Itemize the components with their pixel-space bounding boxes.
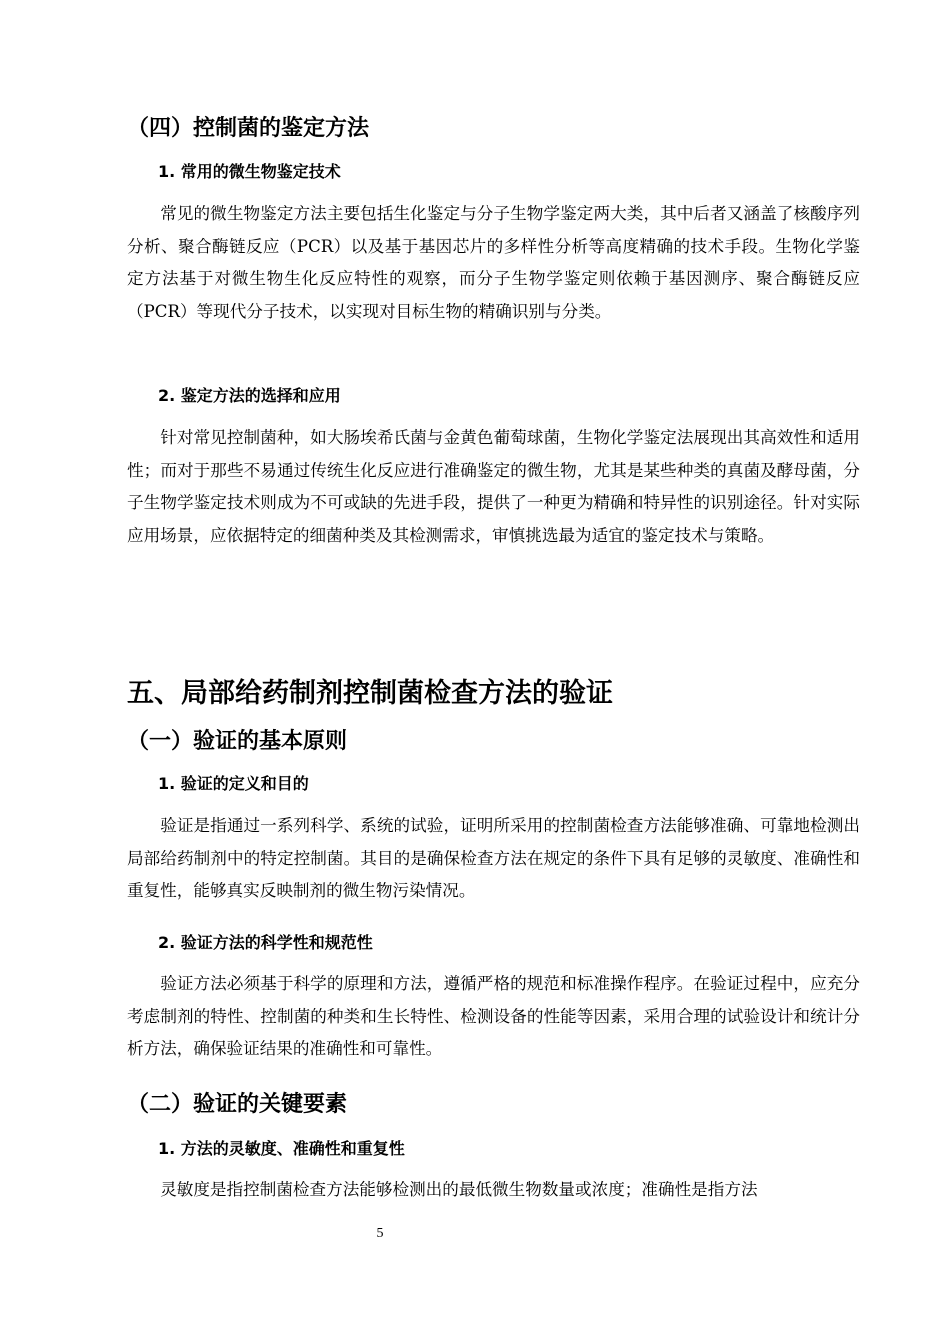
subsection-heading-4-1: 1. 常用的微生物鉴定技术 (158, 162, 341, 181)
subsection-heading-4-2: 2. 鉴定方法的选择和应用 (158, 386, 341, 405)
paragraph-4-1: 常见的微生物鉴定方法主要包括生化鉴定与分子生物学鉴定两大类，其中后者又涵盖了核酸序列分析、聚合酶链反应（PCR）以及基于基因芯片的多样性分析等高度精确的技术手段。生物化学鉴定方法基于对微生物生化反应特性的观察，而分子生物学鉴定则依赖于基因测序、聚合酶链反应（PCR）等现代分子技术，以实现对目标生物的精确识别与分类。 (127, 204, 860, 321)
section-heading-5-2: （二）验证的关键要素 (127, 1092, 348, 1117)
page-number: 5 (376, 1226, 384, 1241)
chapter-heading-5: 五、局部给药制剂控制菌检查方法的验证 (127, 678, 613, 709)
paragraph-5-1-1: 验证是指通过一系列科学、系统的试验，证明所采用的控制菌检查方法能够准确、可靠地检测出局部给药制剂中的特定控制菌。其目的是确保检查方法在规定的条件下具有足够的灵敏度、准确性和重复性，能够真实反映制剂的微生物污染情况。 (127, 816, 860, 900)
subsection-heading-5-1-2: 2. 验证方法的科学性和规范性 (158, 933, 373, 952)
subsection-heading-5-1-1: 1. 验证的定义和目的 (158, 774, 309, 793)
paragraph-5-1-2: 验证方法必须基于科学的原理和方法，遵循严格的规范和标准操作程序。在验证过程中，应充分考虑制剂的特性、控制菌的种类和生长特性、检测设备的性能等因素，采用合理的试验设计和统计分析方法，确保验证结果的准确性和可靠性。 (127, 974, 860, 1058)
section-heading-5-1: （一）验证的基本原则 (127, 729, 348, 754)
paragraph-5-2-1: 灵敏度是指控制菌检查方法能够检测出的最低微生物数量或浓度；准确性是指方法 (160, 1180, 758, 1199)
section-heading-4: （四）控制菌的鉴定方法 (127, 116, 370, 141)
paragraph-4-2: 针对常见控制菌种，如大肠埃希氏菌与金黄色葡萄球菌，生物化学鉴定法展现出其高效性和适用性；而对于那些不易通过传统生化反应进行准确鉴定的微生物，尤其是某些种类的真菌及酵母菌，分子生物学鉴定技术则成为不可或缺的先进手段，提供了一种更为精确和特异性的识别途径。针对实际应用场景，应依据特定的细菌种类及其检测需求，审慎挑选最为适宜的鉴定技术与策略。 (127, 428, 860, 545)
subsection-heading-5-2-1: 1. 方法的灵敏度、准确性和重复性 (158, 1139, 405, 1158)
